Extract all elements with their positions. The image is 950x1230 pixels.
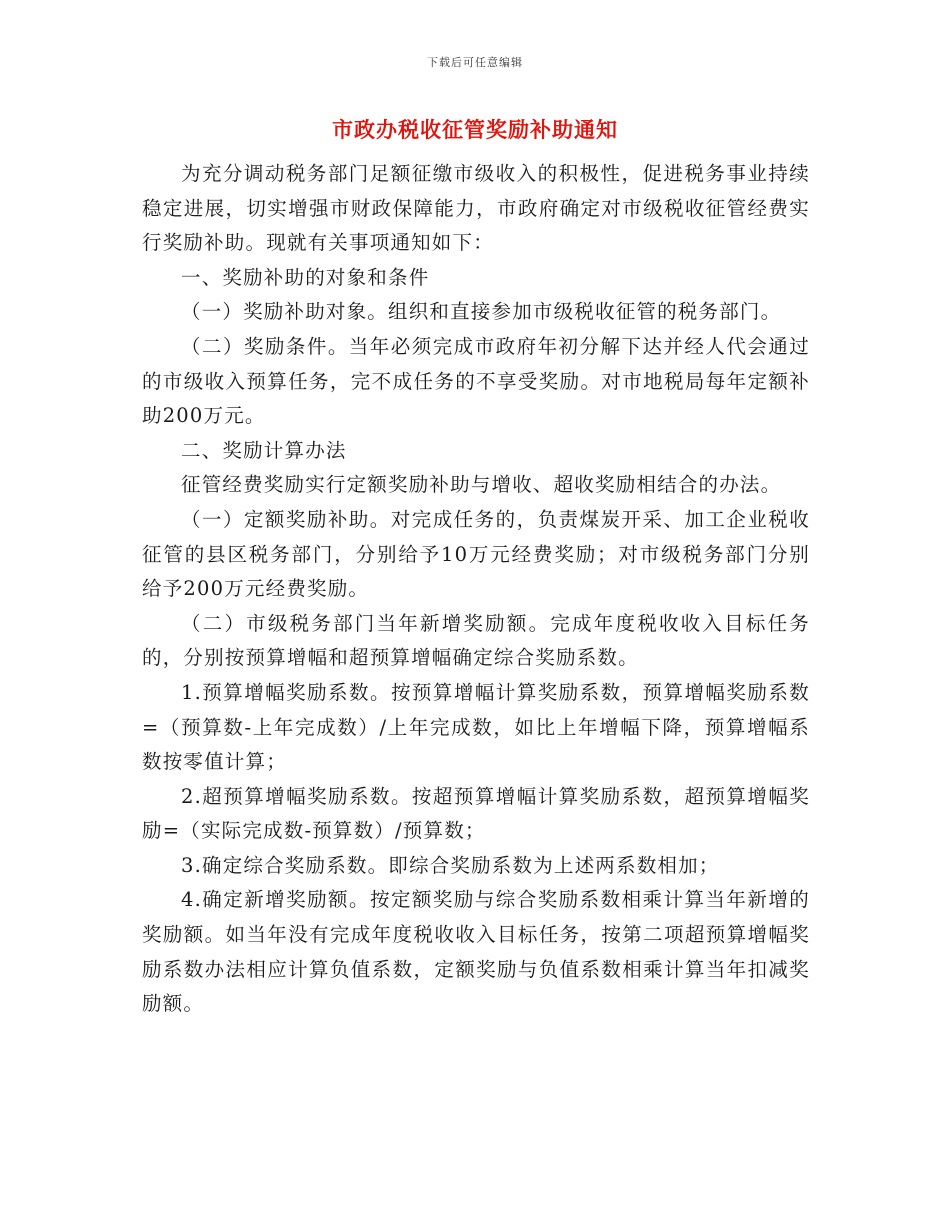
header-note: 下载后可任意编辑 xyxy=(427,56,523,69)
paragraph-intro: 为充分调动税务部门足额征缴市级收入的积极性，促进税务事业持续稳定进展，切实增强市财政保障能力，市政府确定对市级税收征管经费实行奖励补助。现就有关事项通知如下： xyxy=(142,162,810,255)
paragraph-1-2: （二）奖励条件。当年必须完成市政府年初分解下达并经人代会通过的市级收入预算任务，完不成任务的不享受奖励。对市地税局每年定额补助200万元。 xyxy=(142,334,810,428)
document-body xyxy=(142,157,810,1022)
paragraph-2-2-item-1: 1.预算增幅奖励系数。按预算增幅计算奖励系数，预算增幅奖励系数=（预算数-上年完成数）/上年完成数，如比上年增幅下降，预算增幅系数按零值计算； xyxy=(142,680,810,774)
paragraph-1-1: （一）奖励补助对象。组织和直接参加市级税收征管的税务部门。 xyxy=(181,300,782,324)
paragraph-2-2-item-2: 2.超预算增幅奖励系数。按超预算增幅计算奖励系数，超预算增幅奖励=（实际完成数-预算数）/预算数； xyxy=(142,784,810,843)
paragraph-2-intro: 征管经费奖励实行定额奖励补助与增收、超收奖励相结合的办法。 xyxy=(181,473,782,497)
paragraph-2-2-item-4: 4.确定新增奖励额。按定额奖励与综合奖励系数相乘计算当年新增的奖励额。如当年没有完成年度税收收入目标任务，按第二项超预算增幅奖励系数办法相应计算负值系数，定额奖励与负值系数相乘计算当年扣减奖励额。 xyxy=(142,888,810,1016)
section-heading-2: 二、奖励计算办法 xyxy=(181,438,347,462)
paragraph-2-2-item-3: 3.确定综合奖励系数。即综合奖励系数为上述两系数相加； xyxy=(181,853,720,877)
paragraph-2-2: （二）市级税务部门当年新增奖励额。完成年度税收收入目标任务的，分别按预算增幅和超预算增幅确定综合奖励系数。 xyxy=(142,611,810,670)
section-heading-1: 一、奖励补助的对象和条件 xyxy=(181,265,430,289)
paragraph-2-1: （一）定额奖励补助。对完成任务的，负责煤炭开采、加工企业税收征管的县区税务部门，分别给予10万元经费奖励；对市级税务部门分别给予200万元经费奖励。 xyxy=(142,507,810,601)
document-title: 市政办税收征管奖励补助通知 xyxy=(332,117,618,142)
